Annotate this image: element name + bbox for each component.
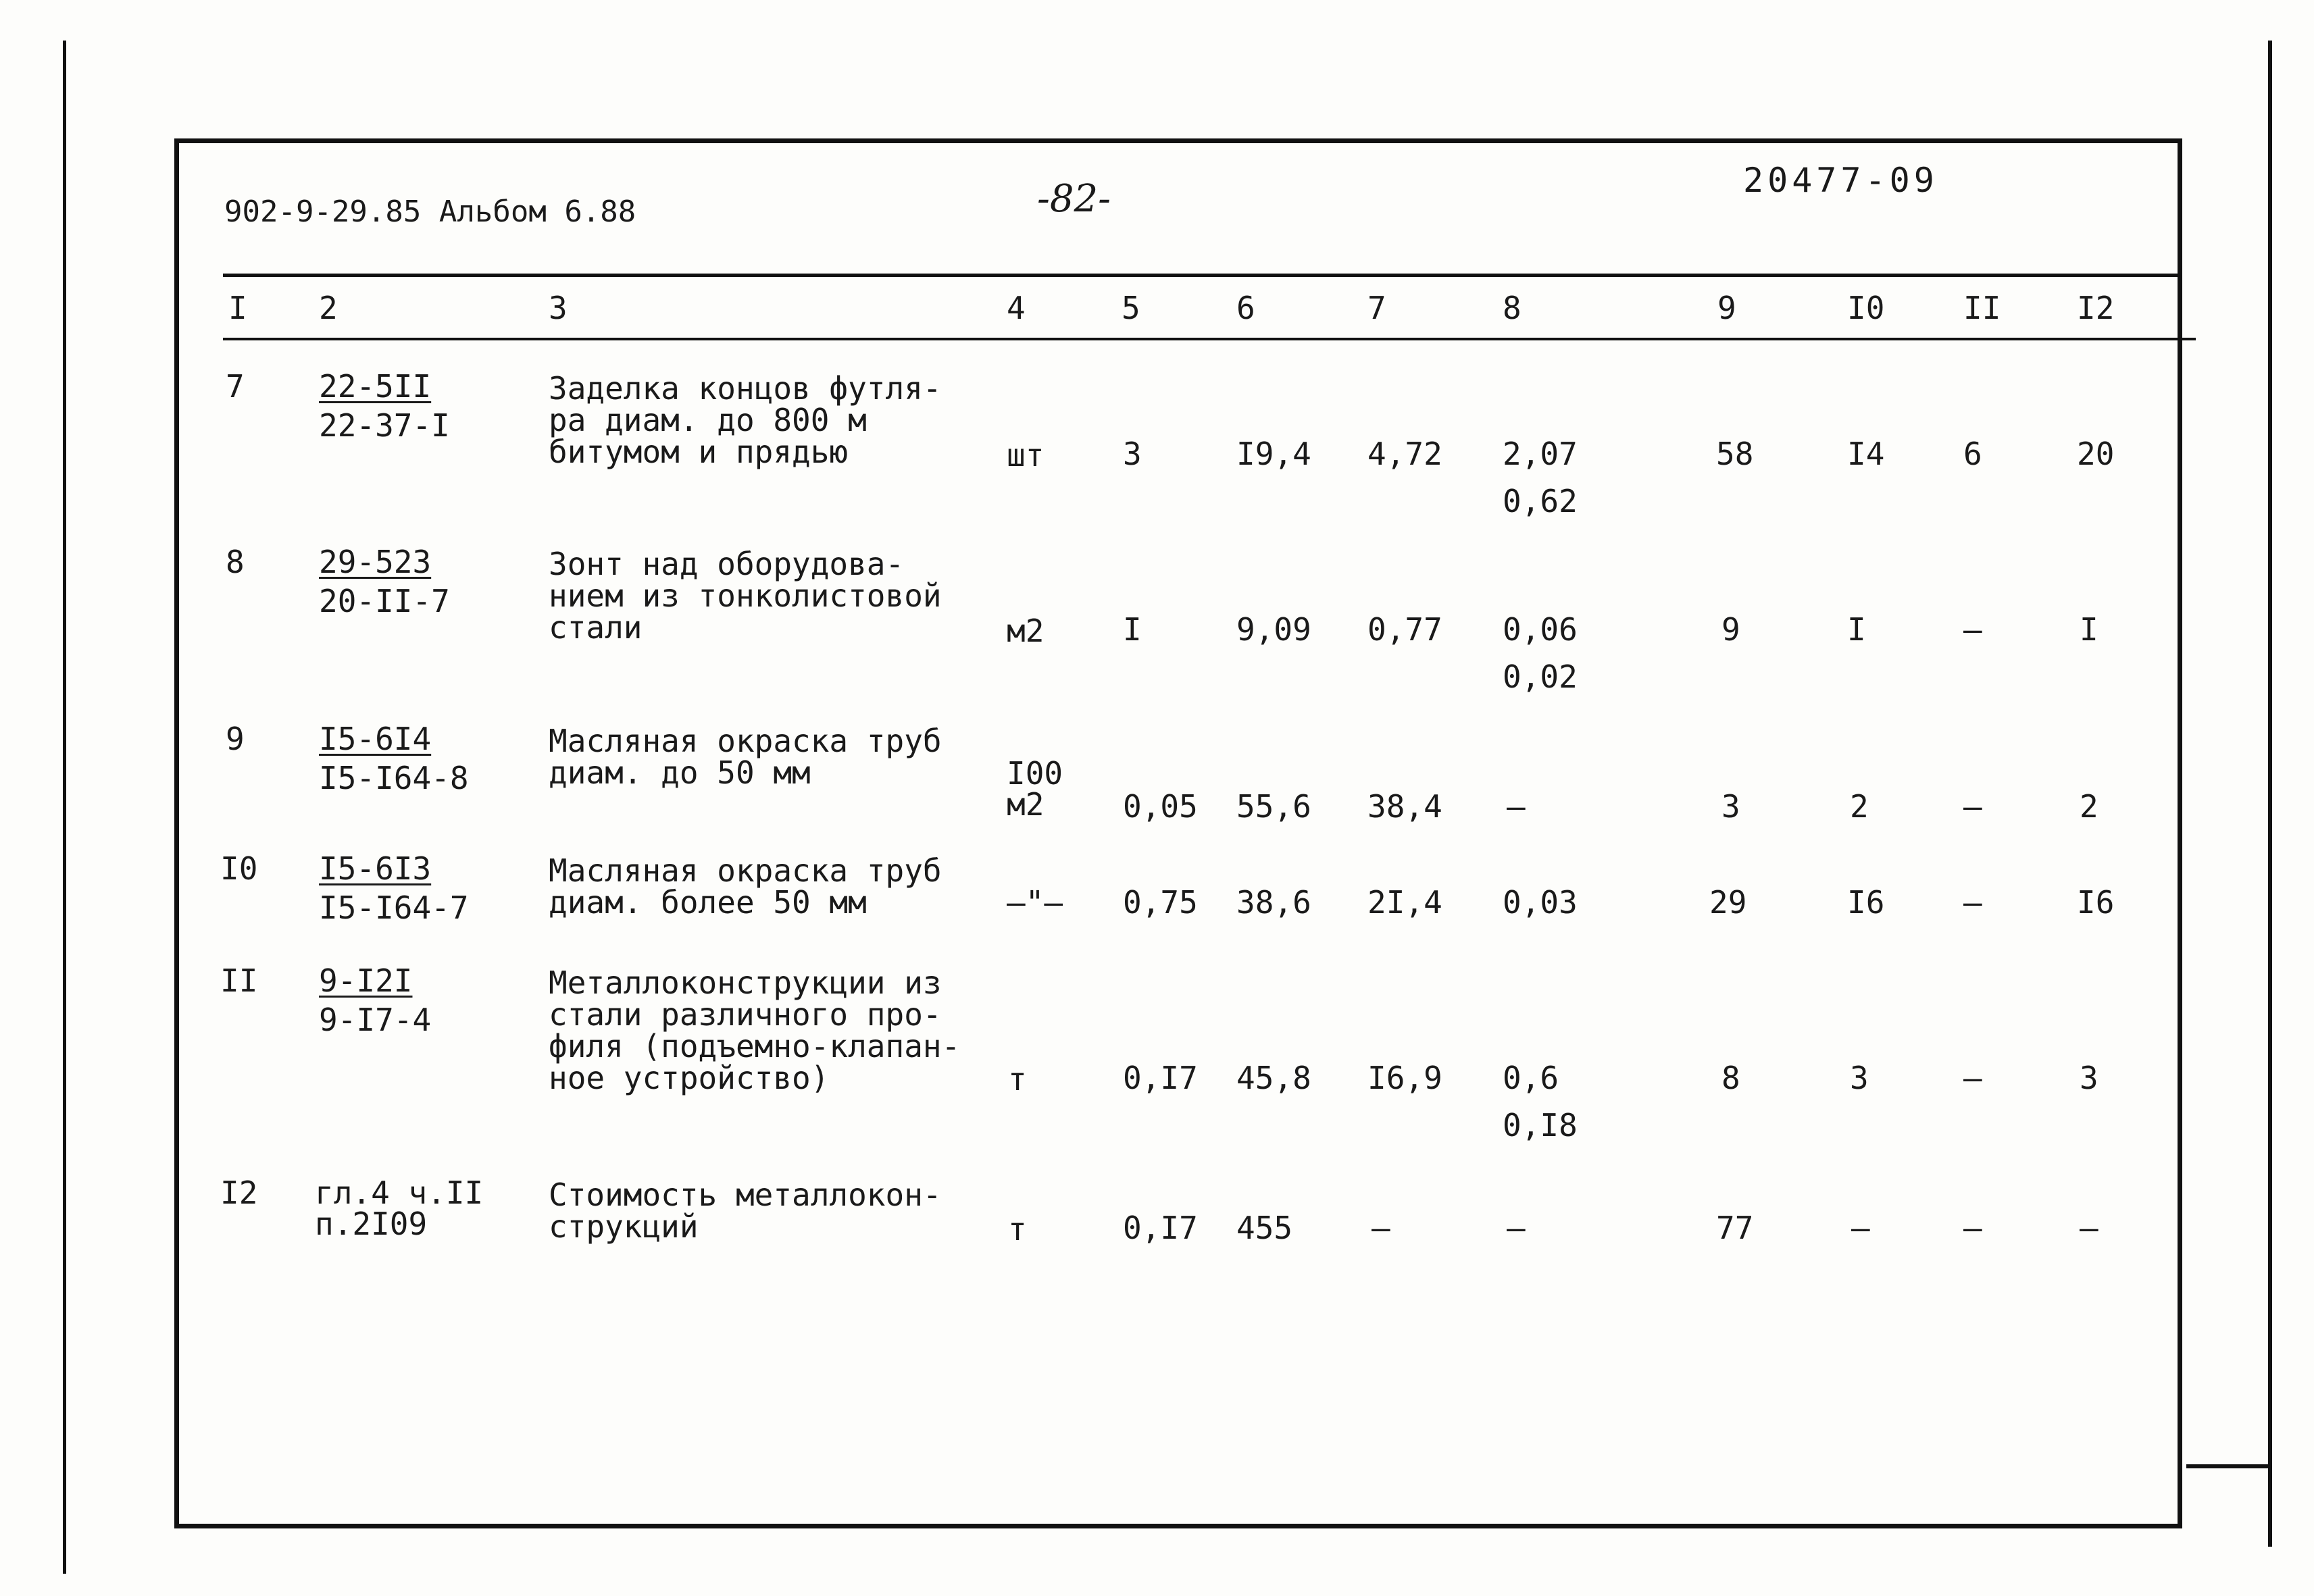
column-header-10: I0 — [1847, 290, 1885, 326]
table-top-rule — [223, 274, 2182, 277]
col11-value: 6 — [1963, 436, 1982, 472]
col9-value: 9 — [1721, 611, 1740, 648]
col7-value: – — [1372, 1210, 1390, 1246]
norm-code: I5-I64-7 — [319, 890, 469, 926]
quantity: 0,75 — [1123, 884, 1198, 921]
norm-code: I5-I64-8 — [319, 760, 469, 796]
norm-reference — [319, 370, 450, 442]
column-header-3: 3 — [549, 290, 568, 326]
row-number: 7 — [226, 368, 245, 405]
col10-value: I — [1847, 611, 1866, 648]
column-header-5: 5 — [1122, 290, 1140, 326]
col10-value: I6 — [1847, 884, 1885, 921]
col6-value: 455 — [1236, 1210, 1293, 1246]
price-reference: 22-5II — [319, 368, 432, 405]
col8-value: – — [1507, 788, 1526, 825]
left-binding-line — [63, 41, 66, 1574]
col7-value: 0,77 — [1367, 611, 1442, 648]
col7-value: 38,4 — [1367, 788, 1442, 825]
norm-reference — [315, 1177, 483, 1240]
unit: –"– — [1007, 884, 1063, 921]
frame-stub — [2186, 1464, 2271, 1468]
work-description: Масляная окраска труб диам. более 50 мм — [549, 852, 942, 921]
col12-value: I6 — [2077, 884, 2115, 921]
column-header-6: 6 — [1236, 290, 1255, 326]
norm-code: п.2I09 — [315, 1206, 428, 1242]
page-number: -82- — [1037, 177, 1111, 221]
row-number: I0 — [220, 850, 258, 887]
col8-value: 2,07 0,62 — [1503, 436, 1578, 519]
column-header-9: 9 — [1717, 290, 1736, 326]
column-header-2: 2 — [319, 290, 338, 326]
col6-value: 9,09 — [1236, 611, 1311, 648]
row-number: 8 — [226, 544, 245, 580]
col9-value: 8 — [1721, 1060, 1740, 1096]
col11-value: – — [1963, 788, 1982, 825]
col8-value: 0,06 0,02 — [1503, 611, 1578, 695]
row-number: II — [220, 962, 258, 999]
col10-value: I4 — [1847, 436, 1885, 472]
quantity: 0,I7 — [1123, 1060, 1198, 1096]
work-description: Металлоконструкции из стали различного про- филя (подъемно-клапан- ное устройство) — [549, 964, 961, 1096]
col8-value: 0,6 0,I8 — [1503, 1060, 1578, 1143]
col11-value: – — [1963, 611, 1982, 648]
norm-code: 20-II-7 — [319, 583, 450, 619]
norm-reference — [319, 546, 450, 617]
unit: шт — [1007, 437, 1045, 473]
right-binding-line — [2268, 41, 2272, 1547]
row-number: I2 — [220, 1175, 258, 1211]
unit: т — [1008, 1211, 1027, 1247]
column-header-7: 7 — [1367, 290, 1386, 326]
norm-reference — [319, 723, 469, 794]
col7-value: 2I,4 — [1367, 884, 1442, 921]
quantity: 0,I7 — [1123, 1210, 1198, 1246]
col8-value: – — [1507, 1210, 1526, 1246]
norm-code: 22-37-I — [319, 407, 450, 444]
work-description: Заделка концов футля- ра диам. до 800 м битумом и прядью — [549, 370, 942, 470]
col6-value: 45,8 — [1236, 1060, 1311, 1096]
col12-value: – — [2080, 1210, 2098, 1246]
quantity: 3 — [1123, 436, 1142, 472]
column-header-1: I — [228, 290, 247, 326]
col11-value: – — [1963, 1210, 1982, 1246]
col6-value: I9,4 — [1236, 436, 1311, 472]
norm-reference — [319, 964, 431, 1036]
price-reference: 9-I2I — [319, 962, 413, 999]
col12-value: 2 — [2080, 788, 2098, 825]
price-reference: 29-523 — [319, 544, 432, 580]
col10-value: 2 — [1850, 788, 1869, 825]
table-header-rule — [223, 338, 2196, 340]
col12-value: I — [2080, 611, 2098, 648]
unit: т — [1008, 1061, 1027, 1098]
row-number: 9 — [226, 721, 245, 757]
norm-reference — [319, 852, 469, 924]
col8-value: 0,03 — [1503, 884, 1578, 921]
norm-code: 9-I7-4 — [319, 1002, 432, 1038]
col6-value: 38,6 — [1236, 884, 1311, 921]
col12-value: 20 — [2077, 436, 2115, 472]
col7-value: 4,72 — [1367, 436, 1442, 472]
col10-value: 3 — [1850, 1060, 1869, 1096]
doc-code: 902-9-29.85 Альбом 6.88 — [224, 195, 636, 229]
work-description: Стоимость металлокон- струкций — [549, 1177, 942, 1245]
quantity: I — [1123, 611, 1142, 648]
col9-value: 3 — [1721, 788, 1740, 825]
col9-value: 29 — [1709, 884, 1747, 921]
col11-value: – — [1963, 1060, 1982, 1096]
col11-value: – — [1963, 884, 1982, 921]
price-reference: гл.4 ч.II — [315, 1175, 484, 1211]
col10-value: – — [1851, 1210, 1870, 1246]
col9-value: 77 — [1716, 1210, 1754, 1246]
col12-value: 3 — [2080, 1060, 2098, 1096]
column-header-12: I2 — [2077, 290, 2115, 326]
sheet-frame — [174, 138, 2182, 1528]
col9-value: 58 — [1716, 436, 1754, 472]
price-reference: I5-6I3 — [319, 850, 432, 887]
doc-number: 20477-09 — [1743, 161, 1938, 200]
work-description: Зонт над оборудова- нием из тонколистовой стали — [549, 546, 942, 646]
work-description: Масляная окраска труб диам. до 50 мм — [549, 723, 942, 791]
column-header-4: 4 — [1007, 290, 1026, 326]
column-header-11: II — [1963, 290, 2001, 326]
col7-value: I6,9 — [1367, 1060, 1442, 1096]
quantity: 0,05 — [1123, 788, 1198, 825]
price-reference: I5-6I4 — [319, 721, 432, 757]
column-header-8: 8 — [1503, 290, 1521, 326]
unit: м2 — [1007, 613, 1045, 649]
col6-value: 55,6 — [1236, 788, 1311, 825]
unit: I00 м2 — [1007, 755, 1063, 823]
